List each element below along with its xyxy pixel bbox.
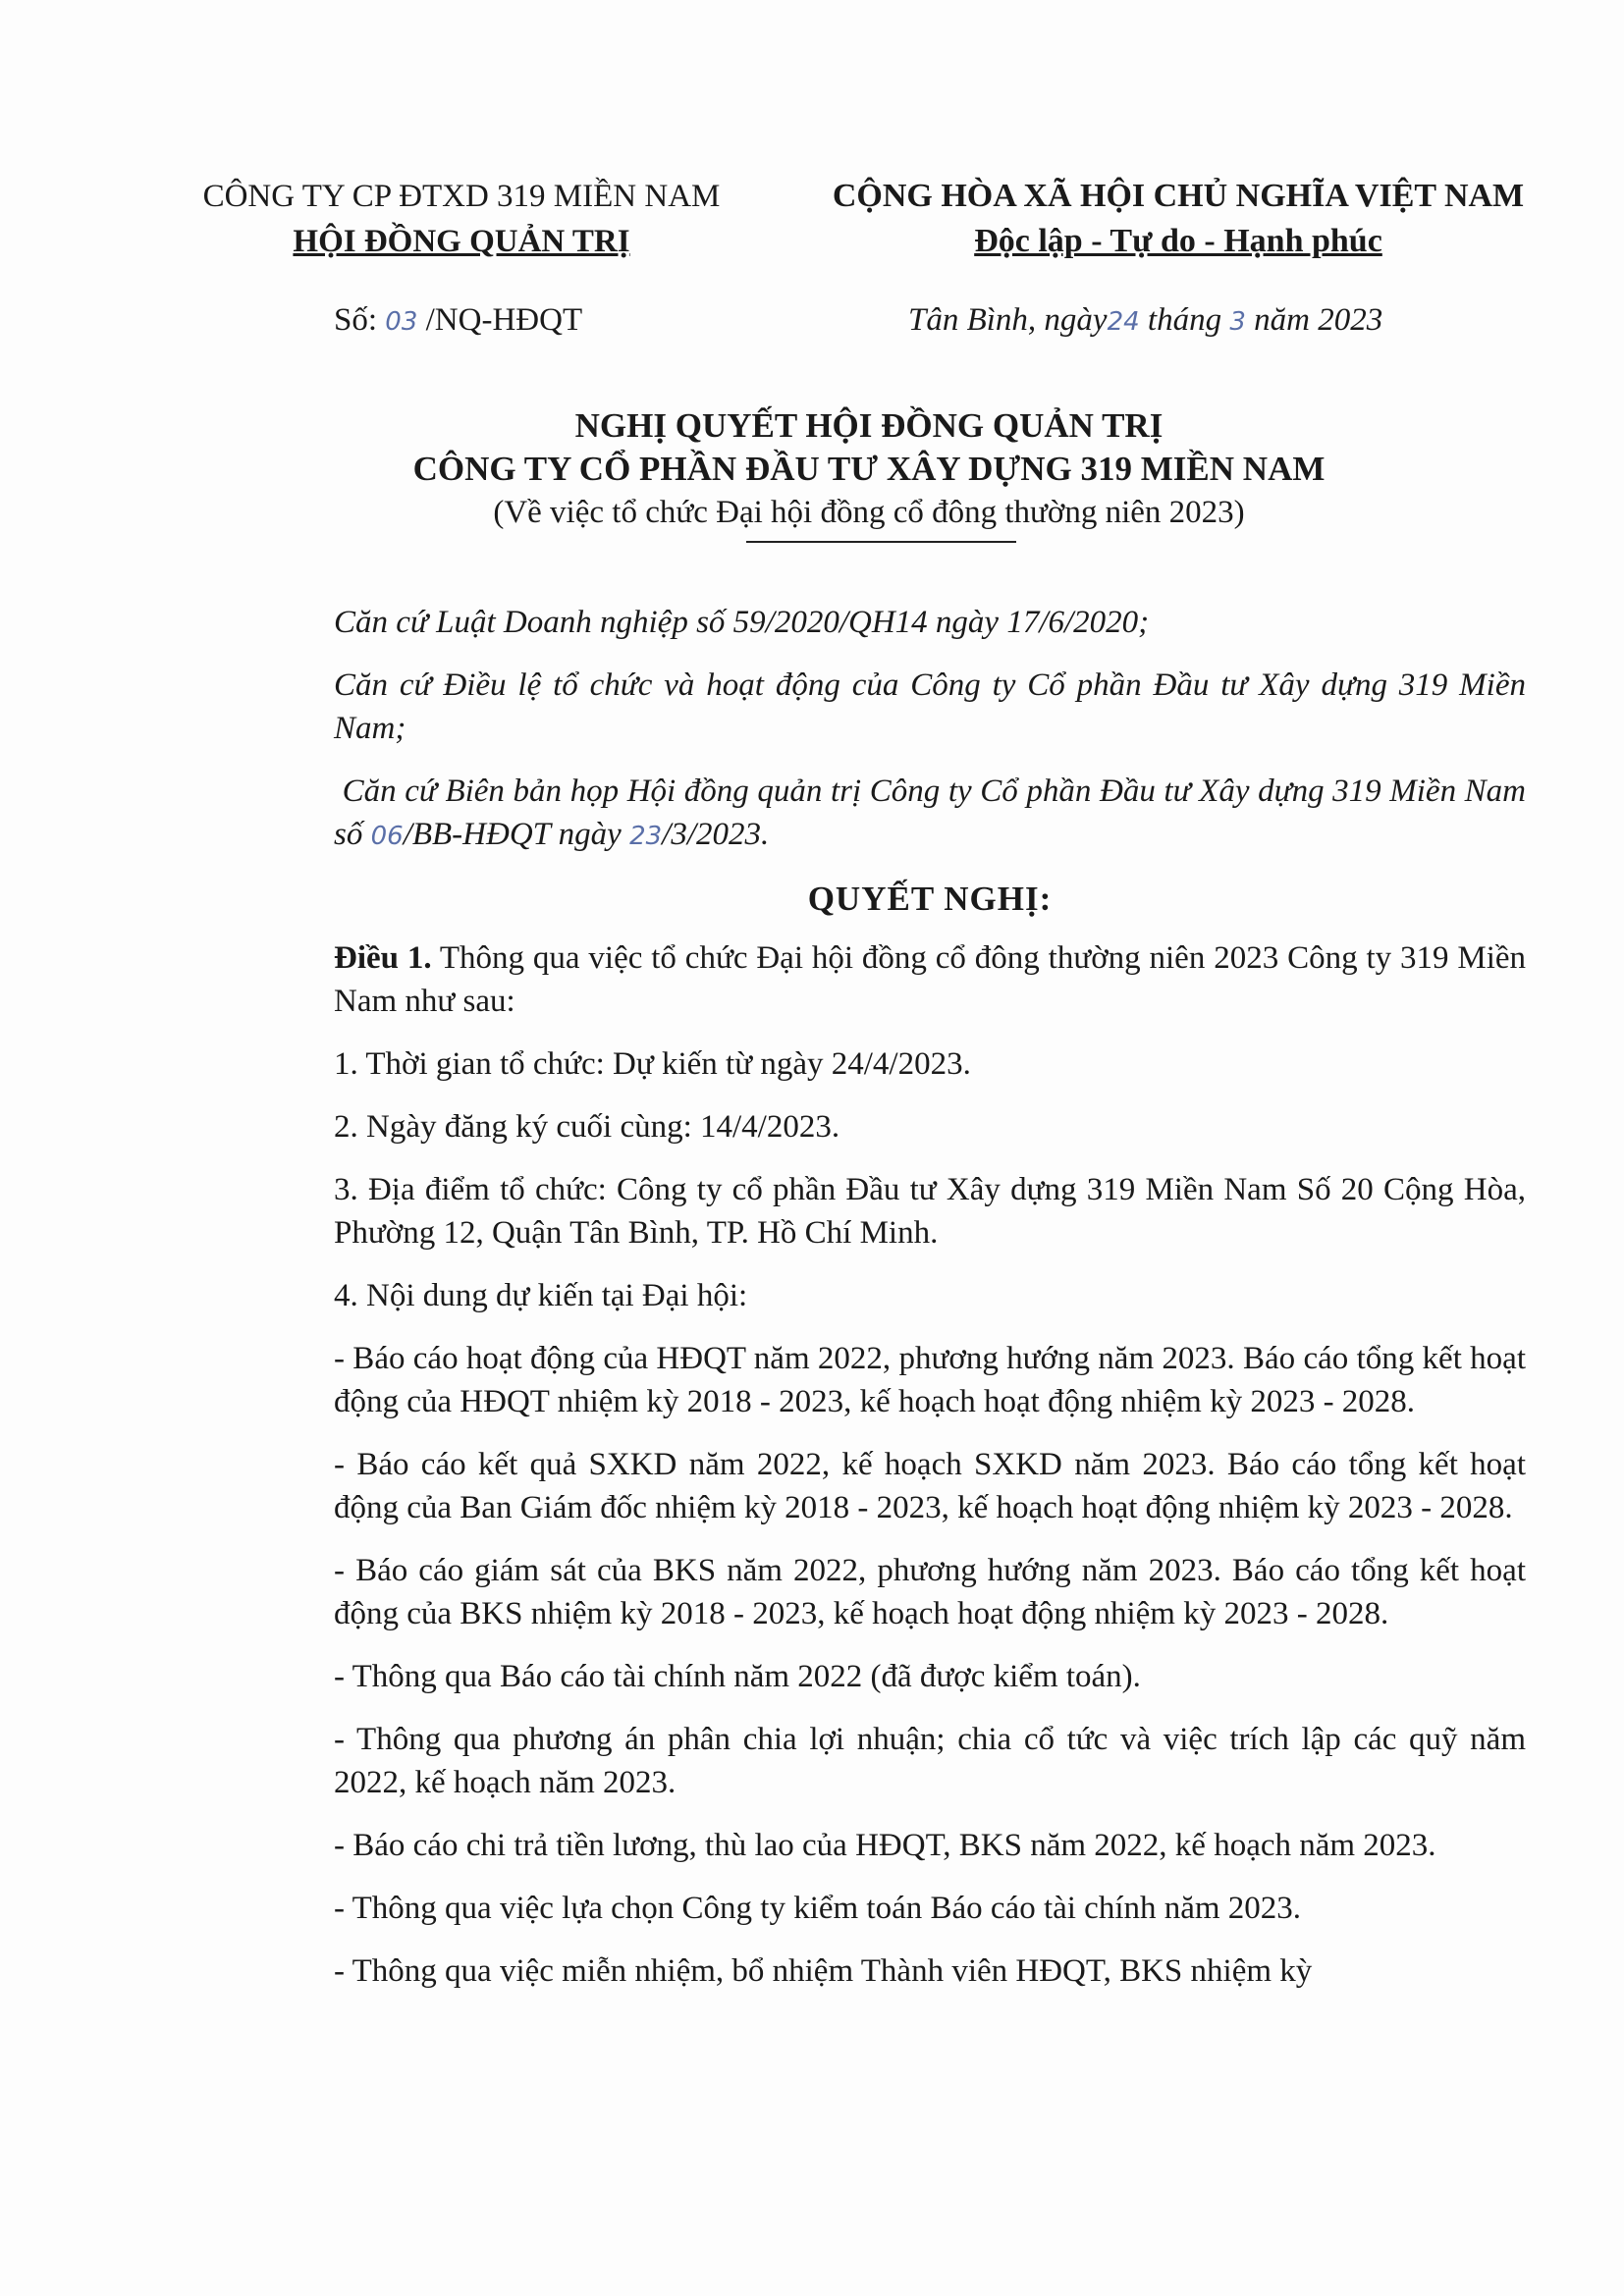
doc-number-handwritten: 03 bbox=[385, 307, 418, 337]
agenda-item: - Báo cáo kết quả SXKD năm 2022, kế hoạch SXKD năm 2023. Báo cáo tổng kết hoạt động của Ban Giám đốc nhiệm kỳ 2018 - 2023, kế hoạch hoạt động nhiệm kỳ 2023 - 2028. bbox=[334, 1447, 1526, 1525]
agenda-item: - Báo cáo chi trả tiền lương, thù lao của HĐQT, BKS năm 2022, kế hoạch năm 2023. bbox=[334, 1828, 1436, 1863]
place-date bbox=[908, 302, 1382, 339]
title-line-1: NGHỊ QUYẾT HỘI ĐỒNG QUẢN TRỊ bbox=[574, 406, 1164, 445]
decision-heading: QUYẾT NGHỊ: bbox=[807, 880, 1053, 918]
republic-name: CỘNG HÒA XÃ HỘI CHỦ NGHĨA VIỆT NAM bbox=[832, 178, 1525, 214]
issuer-header bbox=[167, 174, 756, 264]
board-name-text: HỘI ĐỒNG QUẢN TRỊ bbox=[293, 224, 630, 259]
title-subject: (Về việc tổ chức Đại hội đồng cổ đông thường niên 2023) bbox=[493, 495, 1245, 530]
title-line-2: CÔNG TY CỔ PHẦN ĐẦU TƯ XÂY DỰNG 319 MIỀN NAM bbox=[412, 450, 1326, 488]
motto bbox=[805, 219, 1551, 264]
year-label: năm 2023 bbox=[1245, 302, 1383, 338]
legal-basis-3 bbox=[334, 770, 1526, 858]
basis-3-number-handwritten: 06 bbox=[370, 822, 404, 851]
doc-number-suffix: /NQ-HĐQT bbox=[417, 302, 583, 338]
resolution-title bbox=[236, 404, 1502, 534]
board-name bbox=[167, 219, 756, 264]
article-1-intro: Thông qua việc tổ chức Đại hội đồng cổ đông thường niên 2023 Công ty 319 Miền Nam như sau: bbox=[334, 940, 1527, 1019]
legal-basis-1: Căn cứ Luật Doanh nghiệp số 59/2020/QH14 ngày 17/6/2020; bbox=[334, 605, 1150, 640]
legal-basis-2: Căn cứ Điều lệ tổ chức và hoạt động của Công ty Cổ phần Đầu tư Xây dựng 319 Miền Nam; bbox=[334, 667, 1526, 746]
motto-text: Độc lập - Tự do - Hạnh phúc bbox=[974, 223, 1382, 259]
item-time: 1. Thời gian tổ chức: Dự kiến từ ngày 24/4/2023. bbox=[334, 1046, 971, 1082]
item-venue: 3. Địa điểm tổ chức: Công ty cổ phần Đầu tư Xây dựng 319 Miền Nam Số 20 Cộng Hòa, Phường 12, Quận Tân Bình, TP. Hồ Chí Minh. bbox=[334, 1172, 1526, 1251]
agenda-item: - Thông qua phương án phân chia lợi nhuận; chia cổ tức và việc trích lập các quỹ năm 2022, kế hoạch năm 2023. bbox=[334, 1722, 1526, 1800]
document-number bbox=[334, 302, 582, 339]
month-label: tháng bbox=[1139, 302, 1230, 338]
basis-3-mid: /BB-HĐQT ngày bbox=[403, 817, 630, 852]
basis-3-suffix: /3/2023. bbox=[662, 817, 770, 852]
agenda-item: - Báo cáo giám sát của BKS năm 2022, phương hướng năm 2023. Báo cáo tổng kết hoạt động của BKS nhiệm kỳ 2018 - 2023, kế hoạch hoạt động nhiệm kỳ 2023 - 2028. bbox=[334, 1553, 1526, 1631]
agenda-item: - Thông qua Báo cáo tài chính năm 2022 (đã được kiểm toán). bbox=[334, 1659, 1141, 1694]
doc-number-prefix: Số: bbox=[334, 302, 386, 338]
company-name: CÔNG TY CP ĐTXD 319 MIỀN NAM bbox=[202, 179, 721, 214]
resolution-body bbox=[334, 601, 1526, 2012]
article-1-label: Điều 1. bbox=[334, 940, 432, 976]
item-record-date: 2. Ngày đăng ký cuối cùng: 14/4/2023. bbox=[334, 1109, 840, 1145]
national-header bbox=[805, 174, 1551, 264]
basis-3-prefix: Căn cứ Biên bản họp Hội đồng quản trị Công ty Cổ phần Đầu tư Xây dựng 319 Miền Nam số bbox=[334, 774, 1526, 852]
agenda-item: - Thông qua việc lựa chọn Công ty kiểm toán Báo cáo tài chính năm 2023. bbox=[334, 1891, 1302, 1926]
article-1 bbox=[334, 936, 1526, 1023]
date-month-handwritten: 3 bbox=[1229, 307, 1246, 337]
agenda-item: - Báo cáo hoạt động của HĐQT năm 2022, phương hướng năm 2023. Báo cáo tổng kết hoạt động của HĐQT nhiệm kỳ 2018 - 2023, kế hoạch hoạt động nhiệm kỳ 2023 - 2028. bbox=[334, 1341, 1526, 1419]
basis-3-day-handwritten: 23 bbox=[629, 822, 663, 851]
title-underline bbox=[746, 541, 1016, 543]
place-label: Tân Bình, ngày bbox=[908, 302, 1108, 338]
agenda-item: - Thông qua việc miễn nhiệm, bổ nhiệm Thành viên HĐQT, BKS nhiệm kỳ bbox=[334, 1953, 1313, 1989]
date-day-handwritten: 24 bbox=[1107, 307, 1140, 337]
item-agenda: 4. Nội dung dự kiến tại Đại hội: bbox=[334, 1278, 748, 1313]
